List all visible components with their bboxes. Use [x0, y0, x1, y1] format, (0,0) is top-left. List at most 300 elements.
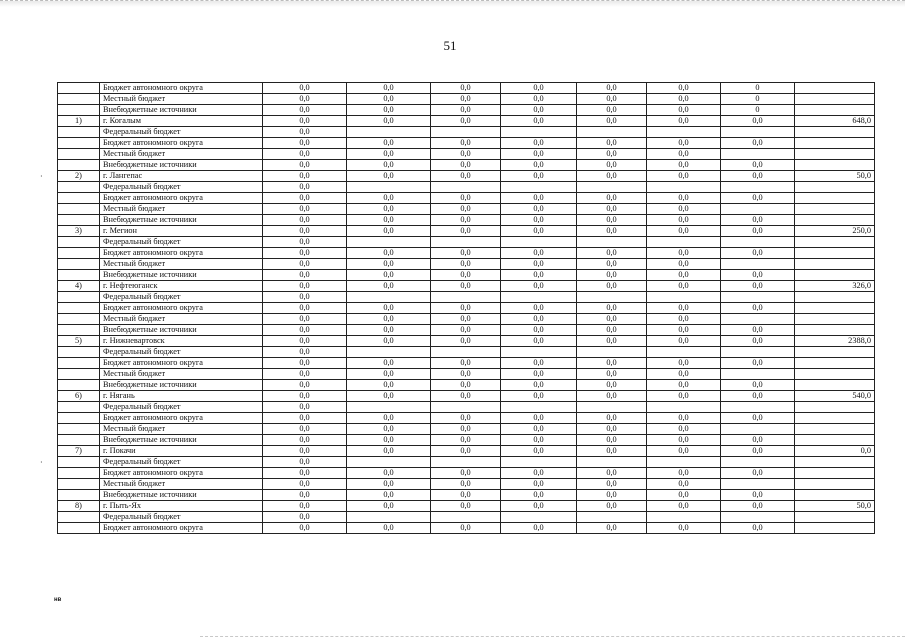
value-cell: 0,0	[263, 446, 347, 457]
value-cell: 0,0	[501, 523, 577, 534]
page-number: 51	[443, 38, 457, 53]
value-cell	[721, 259, 795, 270]
table-row	[58, 424, 875, 435]
row-index	[58, 413, 100, 424]
value-cell	[501, 347, 577, 358]
row-index	[58, 105, 100, 116]
value-cell: 0	[721, 105, 795, 116]
value-cell: 0,0	[577, 336, 647, 347]
value-cell: 0,0	[647, 259, 721, 270]
total-cell	[795, 402, 875, 413]
value-cell: 0,0	[577, 270, 647, 281]
total-cell	[795, 182, 875, 193]
value-cell: 0,0	[431, 303, 501, 314]
value-cell: 0,0	[263, 325, 347, 336]
value-cell: 0,0	[721, 215, 795, 226]
row-label: Бюджет автономного округа	[100, 83, 263, 94]
value-cell: 0,0	[647, 149, 721, 160]
value-cell	[501, 292, 577, 303]
value-cell: 0,0	[347, 501, 431, 512]
value-cell: 0,0	[577, 435, 647, 446]
value-cell: 0,0	[347, 270, 431, 281]
value-cell: 0,0	[431, 479, 501, 490]
row-index	[58, 479, 100, 490]
row-index	[58, 248, 100, 259]
table-row-city	[58, 446, 875, 457]
value-cell: 0,0	[577, 413, 647, 424]
value-cell	[431, 347, 501, 358]
value-cell: 0,0	[577, 138, 647, 149]
value-cell	[501, 512, 577, 523]
row-index	[58, 94, 100, 105]
row-label: Бюджет автономного округа	[100, 138, 263, 149]
row-label: Местный бюджет	[100, 479, 263, 490]
value-cell	[577, 292, 647, 303]
value-cell: 0,0	[721, 116, 795, 127]
row-label: Местный бюджет	[100, 149, 263, 160]
value-cell: 0,0	[263, 281, 347, 292]
value-cell: 0,0	[501, 391, 577, 402]
value-cell: 0,0	[501, 160, 577, 171]
value-cell: 0,0	[431, 435, 501, 446]
value-cell: 0,0	[647, 369, 721, 380]
value-cell: 0,0	[647, 314, 721, 325]
value-cell: 0,0	[347, 303, 431, 314]
row-label: Внебюджетные источники	[100, 270, 263, 281]
row-index: 1)	[58, 116, 100, 127]
value-cell: 0,0	[431, 424, 501, 435]
value-cell: 0,0	[501, 270, 577, 281]
table-row-city	[58, 116, 875, 127]
table-row	[58, 457, 875, 468]
value-cell: 0,0	[263, 248, 347, 259]
value-cell: 0,0	[347, 160, 431, 171]
value-cell: 0,0	[577, 523, 647, 534]
total-cell: 50,0	[795, 501, 875, 512]
row-index	[58, 380, 100, 391]
value-cell: 0,0	[577, 160, 647, 171]
value-cell: 0,0	[431, 215, 501, 226]
row-label: г. Нефтеюганск	[100, 281, 263, 292]
table-row	[58, 402, 875, 413]
value-cell	[501, 127, 577, 138]
value-cell: 0,0	[431, 193, 501, 204]
value-cell: 0,0	[263, 94, 347, 105]
value-cell: 0,0	[647, 424, 721, 435]
value-cell: 0,0	[647, 138, 721, 149]
value-cell: 0,0	[577, 105, 647, 116]
value-cell: 0,0	[501, 435, 577, 446]
row-label: Федеральный бюджет	[100, 292, 263, 303]
table-row	[58, 138, 875, 149]
value-cell	[501, 182, 577, 193]
value-cell: 0,0	[263, 424, 347, 435]
value-cell: 0,0	[647, 490, 721, 501]
table-row-city	[58, 391, 875, 402]
value-cell: 0,0	[347, 358, 431, 369]
table-row	[58, 479, 875, 490]
value-cell: 0,0	[647, 325, 721, 336]
scan-edge-top	[0, 0, 905, 7]
value-cell: 0,0	[431, 314, 501, 325]
value-cell: 0,0	[501, 226, 577, 237]
value-cell: 0,0	[347, 259, 431, 270]
row-label: Федеральный бюджет	[100, 457, 263, 468]
total-cell	[795, 193, 875, 204]
value-cell	[431, 182, 501, 193]
value-cell: 0,0	[647, 248, 721, 259]
value-cell: 0,0	[647, 116, 721, 127]
row-label: Внебюджетные источники	[100, 380, 263, 391]
value-cell: 0,0	[647, 336, 721, 347]
value-cell: 0,0	[263, 347, 347, 358]
value-cell: 0,0	[263, 116, 347, 127]
row-label: Местный бюджет	[100, 369, 263, 380]
value-cell: 0,0	[721, 193, 795, 204]
row-index	[58, 127, 100, 138]
total-cell	[795, 512, 875, 523]
scan-edge-bottom	[200, 636, 905, 638]
total-cell: 0,0	[795, 446, 875, 457]
value-cell: 0,0	[721, 270, 795, 281]
value-cell: 0,0	[263, 149, 347, 160]
value-cell: 0,0	[647, 501, 721, 512]
row-index	[58, 512, 100, 523]
value-cell	[647, 347, 721, 358]
table-row	[58, 83, 875, 94]
row-index	[58, 314, 100, 325]
value-cell	[501, 402, 577, 413]
value-cell: 0,0	[501, 490, 577, 501]
row-index	[58, 424, 100, 435]
value-cell: 0,0	[647, 446, 721, 457]
value-cell: 0,0	[501, 380, 577, 391]
table-row	[58, 303, 875, 314]
value-cell: 0,0	[577, 303, 647, 314]
row-index	[58, 457, 100, 468]
value-cell: 0,0	[263, 402, 347, 413]
value-cell: 0,0	[347, 314, 431, 325]
value-cell: 0,0	[577, 490, 647, 501]
row-label: г. Нижневартовск	[100, 336, 263, 347]
value-cell: 0,0	[647, 83, 721, 94]
table-row	[58, 314, 875, 325]
value-cell: 0,0	[577, 391, 647, 402]
value-cell: 0,0	[263, 303, 347, 314]
value-cell: 0,0	[431, 149, 501, 160]
value-cell	[721, 204, 795, 215]
table-row	[58, 490, 875, 501]
value-cell: 0,0	[501, 325, 577, 336]
value-cell: 0,0	[501, 204, 577, 215]
row-index: 2)	[58, 171, 100, 182]
total-cell	[795, 457, 875, 468]
value-cell: 0,0	[347, 490, 431, 501]
value-cell: 0,0	[347, 116, 431, 127]
value-cell	[647, 182, 721, 193]
row-label: Внебюджетные источники	[100, 490, 263, 501]
value-cell: 0,0	[263, 259, 347, 270]
value-cell: 0,0	[347, 204, 431, 215]
value-cell	[347, 182, 431, 193]
value-cell: 0,0	[263, 314, 347, 325]
row-label: Бюджет автономного округа	[100, 523, 263, 534]
value-cell: 0,0	[347, 424, 431, 435]
value-cell: 0,0	[347, 413, 431, 424]
value-cell: 0,0	[431, 171, 501, 182]
table-row	[58, 270, 875, 281]
value-cell	[431, 457, 501, 468]
value-cell: 0,0	[577, 446, 647, 457]
value-cell: 0,0	[263, 237, 347, 248]
table-row	[58, 248, 875, 259]
row-index	[58, 138, 100, 149]
total-cell: 2388,0	[795, 336, 875, 347]
value-cell: 0,0	[577, 479, 647, 490]
value-cell: 0,0	[721, 160, 795, 171]
value-cell: 0,0	[721, 446, 795, 457]
value-cell: 0,0	[501, 314, 577, 325]
total-cell	[795, 347, 875, 358]
value-cell: 0,0	[431, 138, 501, 149]
value-cell	[647, 292, 721, 303]
value-cell: 0,0	[263, 105, 347, 116]
total-cell	[795, 83, 875, 94]
value-cell: 0,0	[347, 523, 431, 534]
value-cell: 0,0	[577, 325, 647, 336]
value-cell	[647, 457, 721, 468]
value-cell: 0,0	[501, 105, 577, 116]
row-label: Бюджет автономного округа	[100, 248, 263, 259]
value-cell: 0,0	[431, 358, 501, 369]
value-cell: 0,0	[721, 523, 795, 534]
value-cell: 0,0	[347, 468, 431, 479]
row-label: г. Нягань	[100, 391, 263, 402]
total-cell	[795, 435, 875, 446]
value-cell: 0,0	[647, 193, 721, 204]
value-cell: 0,0	[647, 226, 721, 237]
value-cell: 0,0	[347, 215, 431, 226]
value-cell	[721, 479, 795, 490]
table-row	[58, 259, 875, 270]
value-cell: 0,0	[647, 523, 721, 534]
table-row-city	[58, 501, 875, 512]
row-label: Местный бюджет	[100, 424, 263, 435]
table-row	[58, 204, 875, 215]
value-cell: 0,0	[577, 94, 647, 105]
table-row	[58, 369, 875, 380]
value-cell	[721, 369, 795, 380]
value-cell: 0,0	[577, 226, 647, 237]
value-cell: 0,0	[647, 358, 721, 369]
row-index: 6)	[58, 391, 100, 402]
row-label: Федеральный бюджет	[100, 237, 263, 248]
value-cell: 0,0	[431, 259, 501, 270]
total-cell	[795, 292, 875, 303]
scan-speck: ·	[40, 458, 43, 467]
value-cell: 0,0	[263, 512, 347, 523]
total-cell: 540,0	[795, 391, 875, 402]
value-cell: 0,0	[721, 248, 795, 259]
value-cell: 0,0	[263, 413, 347, 424]
value-cell	[431, 402, 501, 413]
row-index	[58, 468, 100, 479]
table-row	[58, 358, 875, 369]
row-index	[58, 292, 100, 303]
value-cell	[431, 237, 501, 248]
value-cell	[431, 127, 501, 138]
value-cell: 0,0	[577, 380, 647, 391]
table-row	[58, 292, 875, 303]
value-cell: 0,0	[347, 281, 431, 292]
total-cell: 326,0	[795, 281, 875, 292]
row-label: г. Пыть-Ях	[100, 501, 263, 512]
table-row	[58, 149, 875, 160]
value-cell: 0,0	[431, 369, 501, 380]
total-cell	[795, 523, 875, 534]
value-cell: 0,0	[431, 325, 501, 336]
value-cell	[431, 292, 501, 303]
value-cell: 0,0	[347, 248, 431, 259]
value-cell: 0,0	[577, 259, 647, 270]
value-cell: 0,0	[263, 380, 347, 391]
total-cell	[795, 490, 875, 501]
value-cell	[721, 512, 795, 523]
value-cell: 0,0	[431, 281, 501, 292]
value-cell: 0,0	[347, 94, 431, 105]
total-cell	[795, 94, 875, 105]
value-cell	[721, 457, 795, 468]
table-row	[58, 325, 875, 336]
value-cell: 0,0	[721, 325, 795, 336]
total-cell	[795, 303, 875, 314]
total-cell	[795, 237, 875, 248]
value-cell: 0,0	[721, 281, 795, 292]
row-label: г. Когалым	[100, 116, 263, 127]
total-cell	[795, 204, 875, 215]
scan-speck: ·	[40, 172, 43, 181]
value-cell: 0,0	[577, 468, 647, 479]
value-cell: 0,0	[647, 391, 721, 402]
row-index	[58, 204, 100, 215]
value-cell: 0,0	[263, 193, 347, 204]
value-cell: 0,0	[577, 149, 647, 160]
value-cell: 0,0	[431, 490, 501, 501]
value-cell: 0,0	[647, 380, 721, 391]
row-label: Федеральный бюджет	[100, 182, 263, 193]
total-cell	[795, 479, 875, 490]
value-cell: 0,0	[577, 116, 647, 127]
row-index	[58, 182, 100, 193]
value-cell: 0,0	[347, 105, 431, 116]
row-index	[58, 83, 100, 94]
value-cell: 0,0	[347, 446, 431, 457]
total-cell	[795, 380, 875, 391]
value-cell: 0,0	[721, 303, 795, 314]
table-row	[58, 160, 875, 171]
total-cell	[795, 314, 875, 325]
value-cell: 0,0	[501, 116, 577, 127]
table-row-city	[58, 226, 875, 237]
table-row	[58, 237, 875, 248]
value-cell: 0,0	[647, 105, 721, 116]
value-cell: 0,0	[347, 149, 431, 160]
value-cell	[721, 424, 795, 435]
value-cell	[501, 237, 577, 248]
value-cell: 0,0	[577, 281, 647, 292]
total-cell	[795, 413, 875, 424]
row-index	[58, 259, 100, 270]
total-cell	[795, 468, 875, 479]
row-label: Местный бюджет	[100, 314, 263, 325]
value-cell	[721, 314, 795, 325]
value-cell: 0,0	[431, 468, 501, 479]
value-cell	[347, 292, 431, 303]
value-cell: 0,0	[501, 281, 577, 292]
value-cell: 0,0	[347, 193, 431, 204]
row-index: 8)	[58, 501, 100, 512]
table-body	[58, 83, 875, 534]
total-cell	[795, 424, 875, 435]
row-index	[58, 347, 100, 358]
total-cell	[795, 248, 875, 259]
value-cell: 0,0	[263, 83, 347, 94]
value-cell: 0,0	[501, 94, 577, 105]
value-cell: 0,0	[431, 523, 501, 534]
value-cell: 0,0	[263, 468, 347, 479]
row-label: Федеральный бюджет	[100, 402, 263, 413]
value-cell: 0,0	[431, 391, 501, 402]
value-cell	[501, 457, 577, 468]
value-cell: 0,0	[431, 94, 501, 105]
value-cell: 0,0	[721, 391, 795, 402]
value-cell: 0,0	[263, 369, 347, 380]
value-cell: 0,0	[501, 468, 577, 479]
value-cell	[721, 402, 795, 413]
value-cell: 0,0	[721, 413, 795, 424]
value-cell: 0,0	[577, 358, 647, 369]
row-label: Федеральный бюджет	[100, 347, 263, 358]
row-index: 5)	[58, 336, 100, 347]
value-cell: 0,0	[577, 248, 647, 259]
value-cell: 0,0	[721, 138, 795, 149]
row-label: г. Лангепас	[100, 171, 263, 182]
total-cell: 50,0	[795, 171, 875, 182]
table-row	[58, 127, 875, 138]
value-cell: 0,0	[577, 369, 647, 380]
row-index	[58, 402, 100, 413]
value-cell: 0,0	[501, 413, 577, 424]
row-index: 7)	[58, 446, 100, 457]
value-cell: 0,0	[347, 380, 431, 391]
row-label: Федеральный бюджет	[100, 512, 263, 523]
value-cell: 0,0	[647, 215, 721, 226]
value-cell: 0,0	[647, 303, 721, 314]
table-row-city	[58, 281, 875, 292]
total-cell	[795, 325, 875, 336]
value-cell: 0,0	[431, 501, 501, 512]
value-cell	[721, 292, 795, 303]
value-cell: 0,0	[501, 248, 577, 259]
value-cell: 0,0	[721, 358, 795, 369]
value-cell	[647, 127, 721, 138]
footer-mark: нв	[54, 597, 62, 603]
value-cell: 0,0	[647, 468, 721, 479]
value-cell: 0,0	[263, 138, 347, 149]
value-cell: 0,0	[721, 435, 795, 446]
value-cell: 0,0	[501, 138, 577, 149]
value-cell: 0,0	[263, 171, 347, 182]
